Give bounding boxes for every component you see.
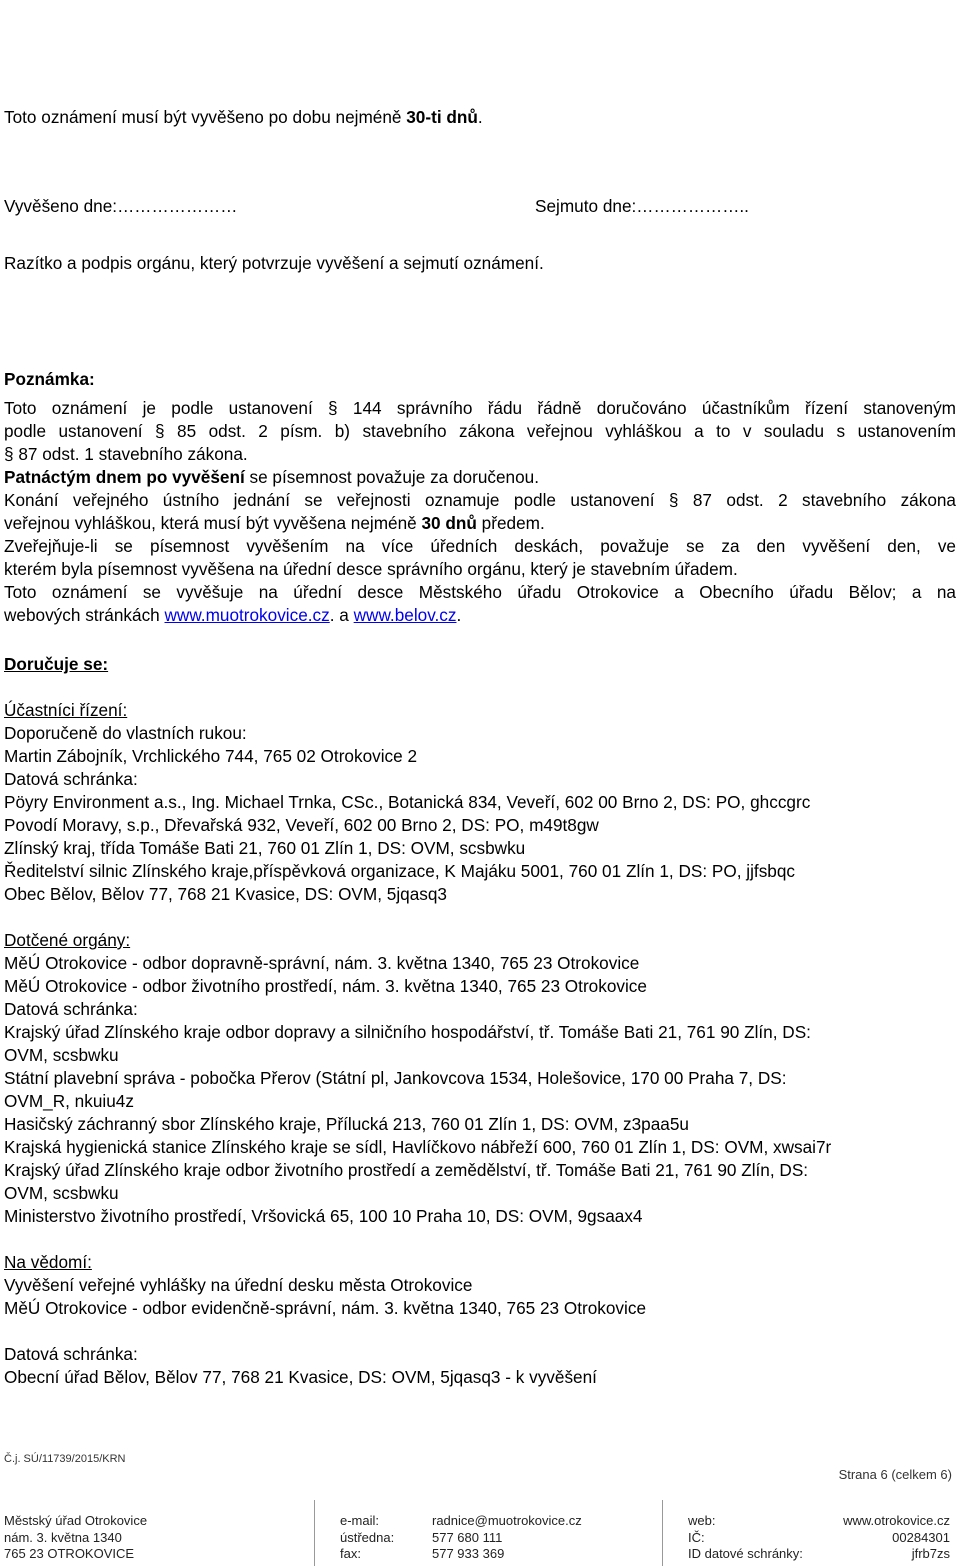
authority-3a: Krajský úřad Zlínského kraje odbor dopravy a silničního hospodářství, tř. Tomáše Bati 21, 761 90 Zlín, DS: (4, 1022, 811, 1042)
authority-3b: OVM, scsbwku (4, 1045, 119, 1065)
authority-1: MěÚ Otrokovice - odbor dopravně-správní, nám. 3. května 1340, 765 23 Otrokovice (4, 953, 640, 973)
footer-phone: 577 680 111 (432, 1529, 503, 1545)
footer-office-name: Městský úřad Otrokovice (4, 1513, 148, 1528)
footer-label-fax: fax: (340, 1546, 361, 1561)
info-title: Na vědomí: (4, 1252, 92, 1272)
footer-divider (662, 1500, 663, 1566)
authority-5: Hasičský záchranný sbor Zlínského kraje, Přílucká 213, 760 01 Zlín 1, DS: OVM, z3paa5u (4, 1114, 689, 1134)
authority-4b: OVM_R, nkuiu4z (4, 1091, 134, 1111)
info-2: MěÚ Otrokovice - odbor evidenčně-správní, nám. 3. května 1340, 765 23 Otrokovice (4, 1298, 646, 1318)
hung-on-field: Vyvěšeno dne:………………… (4, 196, 238, 216)
delivery-title: Doručuje se: (4, 654, 109, 674)
note-line-4: Patnáctým dnem po vyvěšení se písemnost považuje za doručenou. (4, 467, 539, 487)
footer-web[interactable]: www.otrokovice.cz (843, 1513, 950, 1528)
footer-divider (314, 1500, 315, 1566)
authority-7b: OVM, scsbwku (4, 1183, 119, 1203)
authorities-title: Dotčené orgány: (4, 930, 131, 950)
footer-label-ic: IČ: (688, 1529, 705, 1545)
note-line-3: § 87 odst. 1 stavebního zákona. (4, 444, 248, 464)
stamp-instruction: Razítko a podpis orgánu, který potvrzuje vyvěšení a sejmutí oznámení. (4, 253, 544, 273)
footer (0, 1500, 960, 1566)
footer-label-phone: ústředna: (340, 1529, 395, 1545)
recipient-p4: Ředitelství silnic Zlínského kraje,příspěvková organizace, K Majáku 5001, 760 01 Zlín 1, DS: PO, jjfsbqc (4, 861, 796, 881)
recipient-personal-1: Martin Zábojník, Vrchlického 744, 765 02 Otrokovice 2 (4, 746, 418, 766)
footer-label-databox: ID datové schránky: (688, 1546, 803, 1561)
note-line-5: Konání veřejného ústního jednání se veřejnosti oznamuje podle ustanovení § 87 odst. 2 stavebního zákona (4, 490, 956, 510)
posting-duration: Toto oznámení musí být vyvěšeno po dobu nejméně 30-ti dnů. (4, 107, 483, 127)
info-3: Obecní úřad Bělov, Bělov 77, 768 21 Kvasice, DS: OVM, 5jqasq3 - k vyvěšení (4, 1367, 597, 1387)
recipient-p2: Povodí Moravy, s.p., Dřevařská 932, Veveří, 602 00 Brno 2, DS: PO, m49t8gw (4, 815, 599, 835)
footer-label-email: e-mail: (340, 1513, 380, 1528)
participants-title: Účastníci řízení: (4, 700, 128, 720)
footer-email[interactable]: radnice@muotrokovice.cz (432, 1513, 582, 1528)
note-line-6: veřejnou vyhláškou, která musí být vyvěšena nejméně 30 dnů předem. (4, 513, 545, 533)
recipient-p3: Zlínský kraj, třída Tomáše Bati 21, 760 01 Zlín 1, DS: OVM, scsbwku (4, 838, 526, 858)
authority-7a: Krajský úřad Zlínského kraje odbor životního prostředí a zemědělství, tř. Tomáše Bati 21, 761 90 Zlín, DS: (4, 1160, 809, 1180)
info-1: Vyvěšení veřejné vyhlášky na úřední desku města Otrokovice (4, 1275, 473, 1295)
personal-delivery-title: Doporučeně do vlastních rukou: (4, 723, 247, 743)
note-title: Poznámka: (4, 369, 95, 389)
removed-on-field: Sejmuto dne:……………….. (535, 196, 749, 216)
recipient-p1: Pöyry Environment a.s., Ing. Michael Trnka, CSc., Botanická 834, Veveří, 602 00 Brno 2, DS: PO, ghccgrc (4, 792, 811, 812)
note-line-9: Toto oznámení se vyvěšuje na úřední desce Městského úřadu Otrokovice a Obecního úřadu Bělov; a na (4, 582, 956, 602)
authority-8: Ministerstvo životního prostředí, Vršovická 65, 100 10 Praha 10, DS: OVM, 9gsaax4 (4, 1206, 643, 1226)
authority-4a: Státní plavební správa - pobočka Přerov (Státní pl, Jankovcova 1534, Holešovice, 170 00 Praha 7, DS: (4, 1068, 787, 1088)
databox-title-2: Datová schránka: (4, 999, 138, 1019)
link-belov[interactable]: www.belov.cz (353, 605, 457, 625)
recipient-p5: Obec Bělov, Bělov 77, 768 21 Kvasice, DS: OVM, 5jqasq3 (4, 884, 447, 904)
reference-number: Č.j. SÚ/11739/2015/KRN (4, 1453, 126, 1465)
link-muotrokovice[interactable]: www.muotrokovice.cz (164, 605, 330, 625)
footer-office-city: 765 23 OTROKOVICE (4, 1546, 135, 1561)
databox-title-3: Datová schránka: (4, 1344, 138, 1364)
note-line-10: webových stránkách www.muotrokovice.cz. a www.belov.cz. (4, 605, 462, 625)
note-line-7: Zveřejňuje-li se písemnost vyvěšením na více úředních deskách, považuje se za den vyvěšení den, ve (4, 536, 956, 556)
footer-label-web: web: (688, 1513, 716, 1528)
footer-fax: 577 933 369 (432, 1546, 505, 1561)
footer-office-street: nám. 3. května 1340 (4, 1529, 122, 1545)
note-line-8: kterém byla písemnost vyvěšena na úřední desce správního orgánu, který je stavebním úřadem. (4, 559, 738, 579)
databox-title-1: Datová schránka: (4, 769, 138, 789)
footer-databox: jfrb7zs (911, 1546, 950, 1561)
page-number: Strana 6 (celkem 6) (838, 1467, 952, 1482)
note-line-1: Toto oznámení je podle ustanovení § 144 správního řádu řádně doručováno účastníkům řízení stanoveným (4, 398, 956, 418)
authority-6: Krajská hygienická stanice Zlínského kraje se sídl, Havlíčkovo nábřeží 600, 760 01 Zlín 1, DS: OVM, xwsai7r (4, 1137, 832, 1157)
authority-2: MěÚ Otrokovice - odbor životního prostředí, nám. 3. května 1340, 765 23 Otrokovice (4, 976, 647, 996)
note-line-2: podle ustanovení § 85 odst. 2 písm. b) stavebního zákona veřejnou vyhláškou a to v souladu s ustanovením (4, 421, 956, 441)
footer-ic: 00284301 (892, 1529, 950, 1545)
